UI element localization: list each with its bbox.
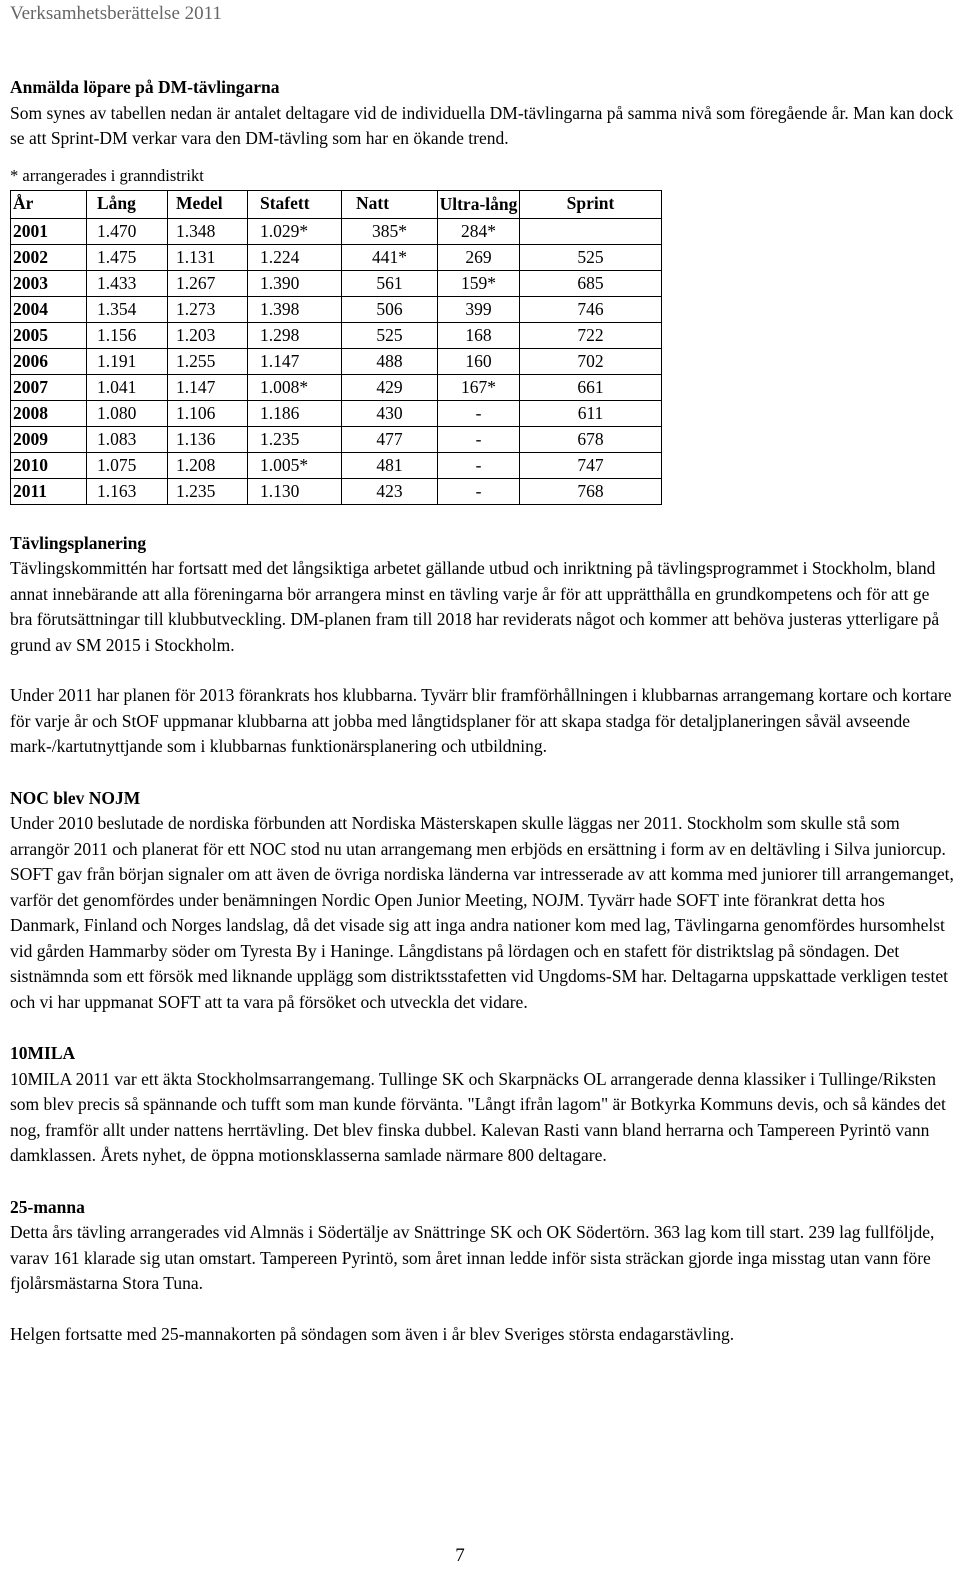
header-medel: Medel <box>168 190 248 218</box>
table-cell: - <box>438 452 520 478</box>
header-lang: Lång <box>87 190 168 218</box>
table-cell: 1.029* <box>248 218 342 244</box>
table-cell: 1.075 <box>87 452 168 478</box>
table-cell <box>520 218 662 244</box>
table-footnote: * arrangerades i granndistrikt <box>10 165 204 185</box>
noc-heading: NOC blev NOJM <box>10 787 141 808</box>
tenmila-paragraph: 10MILA 2011 var ett äkta Stockholmsarrangemang. Tullinge SK och Skarpnäcks OL arrangerade denna klassiker i Tullinge/Riksten som blev precis så spännande och tufft som man kunde förvänta. "Långt ifrån lagom" är Botkyrka Kommuns devis, och så kändes det nog, framför allt under nattens herrtävling. Det blev finska dubbel. Kalevan Rasti vann bland herrarna och Tampereen Pyrintö vann damklassen. Årets nyhet, de öppna motionsklasserna samlade närmare 800 deltagare. <box>10 1068 946 1165</box>
table-cell: - <box>438 478 520 504</box>
page-number: 7 <box>455 1545 465 1566</box>
manna-paragraph-1: Detta års tävling arrangerades vid Almnäs i Södertälje av Snättringe SK och OK Södertörn. 363 lag kom till start. 239 lag fullföljde, varav 161 klarade sig utan omstart. Tampereen Pyrintö, som året innan ledde inför sista sträckan gjorde inga misstag utan vann före fjolårsmästarna Stora Tuna. <box>10 1222 935 1293</box>
table-cell: 1.224 <box>248 244 342 270</box>
table-cell: 1.354 <box>87 296 168 322</box>
table-cell: 159* <box>438 270 520 296</box>
document-header-title: Verksamhetsberättelse 2011 <box>10 3 222 24</box>
table-cell: 430 <box>342 400 438 426</box>
table-cell: 423 <box>342 478 438 504</box>
table-row <box>11 400 662 426</box>
table-cell: 722 <box>520 322 662 348</box>
table-cell: 561 <box>342 270 438 296</box>
table-cell: 1.298 <box>248 322 342 348</box>
table-cell: 1.147 <box>168 374 248 400</box>
table-row <box>11 426 662 452</box>
table-cell-year: 2007 <box>11 374 87 400</box>
table-cell: 481 <box>342 452 438 478</box>
planning-section <box>10 531 954 760</box>
table-cell-year: 2009 <box>11 426 87 452</box>
table-row <box>11 244 662 270</box>
table-cell-year: 2001 <box>11 218 87 244</box>
table-cell: 385* <box>342 218 438 244</box>
table-cell: 1.267 <box>168 270 248 296</box>
table-cell: 661 <box>520 374 662 400</box>
table-cell: - <box>438 426 520 452</box>
table-cell: 284* <box>438 218 520 244</box>
table-cell: 746 <box>520 296 662 322</box>
table-cell: 768 <box>520 478 662 504</box>
table-cell: 429 <box>342 374 438 400</box>
table-cell: 1.235 <box>248 426 342 452</box>
table-cell: 477 <box>342 426 438 452</box>
table-row <box>11 452 662 478</box>
table-cell: 167* <box>438 374 520 400</box>
manna-section <box>10 1195 954 1348</box>
table-cell: 1.147 <box>248 348 342 374</box>
table-row <box>11 270 662 296</box>
table-cell: 747 <box>520 452 662 478</box>
table-cell: 702 <box>520 348 662 374</box>
table-cell: 1.475 <box>87 244 168 270</box>
manna-paragraph-2: Helgen fortsatte med 25-mannakorten på söndagen som även i år blev Sveriges största endagarstävling. <box>10 1323 735 1344</box>
table-cell: 1.163 <box>87 478 168 504</box>
table-cell: 1.433 <box>87 270 168 296</box>
table-cell: 506 <box>342 296 438 322</box>
header-ultralang: Ultra-lång <box>438 190 520 218</box>
table-cell: 1.348 <box>168 218 248 244</box>
table-row <box>11 322 662 348</box>
table-cell: 488 <box>342 348 438 374</box>
table-cell: 1.191 <box>87 348 168 374</box>
header-sprint: Sprint <box>520 190 662 218</box>
planning-paragraph-2: Under 2011 har planen för 2013 förankrats hos klubbarna. Tyvärr blir framförhållningen i klubbarnas arrangemang kortare och kortare för varje år och StOF uppmanar klubbarna att jobba med långtidsplaner för att skapa stadga för detaljplaneringen såväl avseende mark-/kartutnyttjande som i klubbarnas funktionärsplanering och utbildning. <box>10 685 952 756</box>
table-cell: 1.390 <box>248 270 342 296</box>
table-cell: 1.470 <box>87 218 168 244</box>
table-row <box>11 218 662 244</box>
table-cell: 1.273 <box>168 296 248 322</box>
table-row <box>11 348 662 374</box>
planning-heading: Tävlingsplanering <box>10 532 147 553</box>
table-cell: 1.131 <box>168 244 248 270</box>
noc-section <box>10 786 954 1016</box>
manna-heading: 25-manna <box>10 1196 85 1217</box>
table-cell: 1.208 <box>168 452 248 478</box>
table-cell-year: 2010 <box>11 452 87 478</box>
tenmila-heading: 10MILA <box>10 1043 76 1063</box>
dm-section-heading: Anmälda löpare på DM-tävlingarna <box>10 77 280 97</box>
table-cell: 1.255 <box>168 348 248 374</box>
table-cell-year: 2003 <box>11 270 87 296</box>
dm-section <box>10 75 954 505</box>
table-row <box>11 296 662 322</box>
table-cell: 1.186 <box>248 400 342 426</box>
table-cell: 1.398 <box>248 296 342 322</box>
table-cell: 1.008* <box>248 374 342 400</box>
table-cell: 1.136 <box>168 426 248 452</box>
table-cell: 525 <box>520 244 662 270</box>
header-year: År <box>11 190 87 218</box>
table-cell: 441* <box>342 244 438 270</box>
table-cell: 1.106 <box>168 400 248 426</box>
table-cell: 525 <box>342 322 438 348</box>
table-cell: 1.083 <box>87 426 168 452</box>
tenmila-section <box>10 1041 954 1169</box>
table-cell: 1.005* <box>248 452 342 478</box>
table-cell: 1.130 <box>248 478 342 504</box>
table-body <box>11 218 662 504</box>
noc-paragraph: Under 2010 beslutade de nordiska förbunden att Nordiska Mästerskapen skulle läggas ner 2011. Stockholm som skulle stå som arrangör 2011 och planerat för ett NOC stod nu utan arrangemang men erbjöds en ersättning i form av en deltävling i Silva juniorcup. SOFT gav från början signaler om att även de övriga nordiska länderna var intresserade av att komma med juniorer till arrangemanget, varför det genomfördes under benämningen Nordic Open Junior Meeting, NOJM. Tyvärr hade SOFT inte förankrat detta hos Danmark, Finland och Norges landslag, då det visade sig att inga andra nationer kom med lag, Tävlingarna genomfördes hursomhelst vid gården Hammarby söder om Tyresta By i Haninge. Långdistans på lördagen och en stafett för distriktslag på söndagen. Det sistnämnda som ett försök med liknande upplägg som distriktsstafetten vid Ungdoms-SM har. Deltagarna uppskattade verkligen testet och vi har uppmanat SOFT att ta vara på försöket och utveckla det vidare. <box>10 813 954 1012</box>
table-cell: 1.203 <box>168 322 248 348</box>
table-cell: 399 <box>438 296 520 322</box>
dm-participants-table <box>10 190 662 505</box>
table-cell-year: 2004 <box>11 296 87 322</box>
table-cell-year: 2002 <box>11 244 87 270</box>
table-cell-year: 2006 <box>11 348 87 374</box>
page-content <box>10 75 954 1347</box>
table-cell: - <box>438 400 520 426</box>
table-cell-year: 2011 <box>11 478 87 504</box>
dm-section-paragraph: Som synes av tabellen nedan är antalet deltagare vid de individuella DM-tävlingarna på samma nivå som föregående år. Man kan dock se att Sprint-DM verkar vara den DM-tävling som har en ökande trend. <box>10 102 954 148</box>
table-cell: 1.156 <box>87 322 168 348</box>
table-cell-year: 2005 <box>11 322 87 348</box>
table-cell: 269 <box>438 244 520 270</box>
table-cell: 160 <box>438 348 520 374</box>
header-stafett: Stafett <box>248 190 342 218</box>
table-cell: 685 <box>520 270 662 296</box>
table-cell: 1.041 <box>87 374 168 400</box>
table-cell-year: 2008 <box>11 400 87 426</box>
table-row <box>11 374 662 400</box>
table-cell: 611 <box>520 400 662 426</box>
planning-paragraph-1: Tävlingskommittén har fortsatt med det långsiktiga arbetet gällande utbud och inriktning på tävlingsprogrammet i Stockholm, bland annat innebärande att alla föreningarna bör arrangera minst en tävling varje år för att upprätthålla en grundkompetens och för att ge bra förutsättningar till klubbutveckling. DM-planen fram till 2018 har reviderats något och kommer att behöva justeras ytterligare på grund av SM 2015 i Stockholm. <box>10 558 940 655</box>
table-cell: 168 <box>438 322 520 348</box>
table-cell: 1.080 <box>87 400 168 426</box>
table-cell: 678 <box>520 426 662 452</box>
header-natt: Natt <box>342 190 438 218</box>
table-header-row <box>11 190 662 218</box>
table-row <box>11 478 662 504</box>
table-cell: 1.235 <box>168 478 248 504</box>
